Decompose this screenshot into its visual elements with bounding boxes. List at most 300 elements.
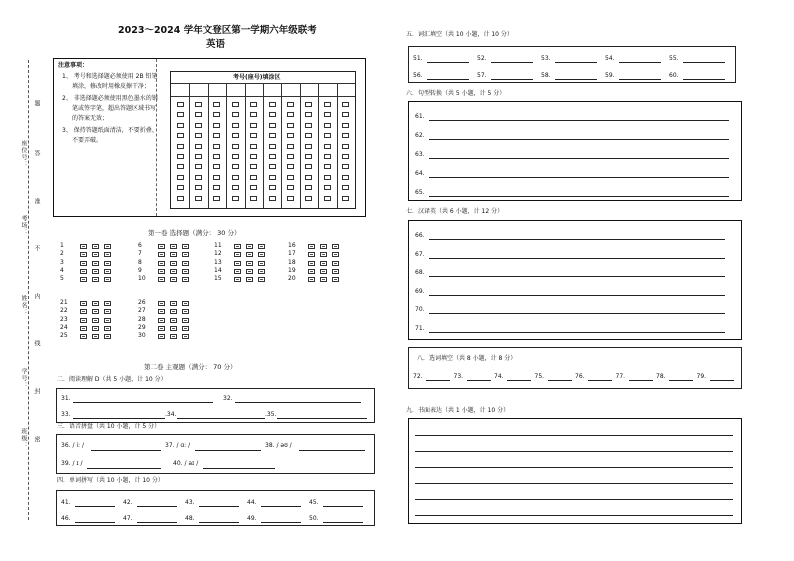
mcq-bubble[interactable] xyxy=(92,252,99,257)
mcq-options[interactable] xyxy=(80,332,116,339)
mcq-bubble[interactable] xyxy=(158,252,165,257)
id-bubble[interactable] xyxy=(250,144,257,149)
answer-line-32[interactable] xyxy=(235,402,361,403)
q-number: 64. xyxy=(415,170,425,177)
id-bubble[interactable] xyxy=(305,175,312,180)
answer-line[interactable] xyxy=(429,313,725,314)
mcq-bubble[interactable] xyxy=(92,277,99,282)
mcq-bubble[interactable] xyxy=(182,326,189,331)
id-bubble[interactable] xyxy=(287,164,294,169)
id-bubble[interactable] xyxy=(305,196,312,201)
mcq-options[interactable] xyxy=(80,242,116,249)
mcq-bubble[interactable] xyxy=(92,326,99,331)
mcq-bubble[interactable] xyxy=(234,252,241,257)
answer-line[interactable] xyxy=(491,79,533,80)
id-bubble[interactable] xyxy=(269,185,276,190)
mcq-bubble[interactable] xyxy=(182,269,189,274)
answer-line-38[interactable] xyxy=(299,450,365,451)
mcq-bubble[interactable] xyxy=(80,244,87,249)
mcq-options[interactable] xyxy=(158,299,194,306)
mcq-options[interactable] xyxy=(308,275,344,282)
mcq-options[interactable] xyxy=(234,259,270,266)
section9-box[interactable] xyxy=(408,418,742,524)
answer-line-31[interactable] xyxy=(73,402,213,403)
id-bubble[interactable] xyxy=(213,112,220,117)
mcq-bubble[interactable] xyxy=(80,261,87,266)
mcq-bubble[interactable] xyxy=(308,252,315,257)
mcq-bubble[interactable] xyxy=(332,269,339,274)
id-bubble[interactable] xyxy=(177,164,184,169)
mcq-options[interactable] xyxy=(80,275,116,282)
mcq-bubble[interactable] xyxy=(332,252,339,257)
mcq-bubble[interactable] xyxy=(258,244,265,249)
q-number: 59. xyxy=(605,72,615,79)
seat-field-label: 座位号： xyxy=(20,140,27,168)
id-bubble[interactable] xyxy=(250,112,257,117)
mcq-bubble[interactable] xyxy=(158,244,165,249)
id-bubble[interactable] xyxy=(287,123,294,128)
mcq-bubble[interactable] xyxy=(182,334,189,339)
answer-line[interactable] xyxy=(323,522,363,523)
id-bubble[interactable] xyxy=(177,123,184,128)
mcq-options[interactable] xyxy=(234,267,270,274)
answer-line-33[interactable] xyxy=(73,418,165,419)
mcq-number: 17 xyxy=(288,250,296,258)
mcq-bubble[interactable] xyxy=(182,252,189,257)
id-bubble[interactable] xyxy=(287,112,294,117)
id-bubble[interactable] xyxy=(324,196,331,201)
id-bubble[interactable] xyxy=(177,102,184,107)
id-bubble[interactable] xyxy=(269,133,276,138)
answer-line[interactable] xyxy=(429,239,725,240)
answer-line[interactable] xyxy=(429,158,729,159)
id-bubble[interactable] xyxy=(177,112,184,117)
mcq-bubble[interactable] xyxy=(246,277,253,282)
id-bubble[interactable] xyxy=(250,123,257,128)
answer-line[interactable] xyxy=(555,62,597,63)
mcq-bubble[interactable] xyxy=(104,326,111,331)
answer-line-40[interactable] xyxy=(203,468,275,469)
answer-line[interactable] xyxy=(669,380,693,381)
id-bubble[interactable] xyxy=(287,144,294,149)
id-bubble[interactable] xyxy=(269,102,276,107)
answer-line[interactable] xyxy=(75,506,115,507)
id-bubble[interactable] xyxy=(213,154,220,159)
mcq-options[interactable] xyxy=(80,250,116,257)
id-bubble[interactable] xyxy=(324,154,331,159)
id-bubble[interactable] xyxy=(305,144,312,149)
id-bubble[interactable] xyxy=(232,154,239,159)
mcq-bubble[interactable] xyxy=(80,301,87,306)
mcq-bubble[interactable] xyxy=(158,334,165,339)
id-bubble[interactable] xyxy=(232,144,239,149)
mcq-bubble[interactable] xyxy=(258,269,265,274)
id-area-title: 考号(座号)填涂区 xyxy=(233,74,281,81)
q-phonetic: 38. / əʊ / xyxy=(265,442,292,449)
mcq-bubble[interactable] xyxy=(182,301,189,306)
answer-line[interactable] xyxy=(491,62,533,63)
notice-box xyxy=(53,58,366,217)
mcq-bubble[interactable] xyxy=(320,277,327,282)
answer-line[interactable] xyxy=(429,258,725,259)
answer-line[interactable] xyxy=(199,506,239,507)
id-bubble[interactable] xyxy=(213,185,220,190)
mcq-bubble[interactable] xyxy=(92,309,99,314)
id-bubble[interactable] xyxy=(324,164,331,169)
mcq-bubble[interactable] xyxy=(332,277,339,282)
mcq-bubble[interactable] xyxy=(92,301,99,306)
mcq-bubble[interactable] xyxy=(182,261,189,266)
id-bubble[interactable] xyxy=(342,164,349,169)
mcq-bubble[interactable] xyxy=(258,277,265,282)
mcq-bubble[interactable] xyxy=(158,318,165,323)
answer-line[interactable] xyxy=(429,139,729,140)
id-bubble[interactable] xyxy=(342,154,349,159)
id-bubble[interactable] xyxy=(177,133,184,138)
writing-line[interactable] xyxy=(415,435,733,436)
id-bubble[interactable] xyxy=(269,175,276,180)
mcq-options[interactable] xyxy=(308,259,344,266)
mcq-bubble[interactable] xyxy=(92,261,99,266)
id-bubble[interactable] xyxy=(213,196,220,201)
mcq-bubble[interactable] xyxy=(246,261,253,266)
mcq-options[interactable] xyxy=(308,267,344,274)
id-bubble[interactable] xyxy=(177,196,184,201)
mcq-options[interactable] xyxy=(80,299,116,306)
id-bubble[interactable] xyxy=(250,175,257,180)
mcq-options[interactable] xyxy=(158,332,194,339)
id-bubble[interactable] xyxy=(342,175,349,180)
mcq-bubble[interactable] xyxy=(182,277,189,282)
id-bubble[interactable] xyxy=(195,112,202,117)
mcq-bubble[interactable] xyxy=(170,318,177,323)
section3-title: 三．语音拼盘（共 10 小题，计 5 分） xyxy=(57,423,161,430)
id-bubble[interactable] xyxy=(305,102,312,107)
answer-line[interactable] xyxy=(261,522,301,523)
mcq-bubble[interactable] xyxy=(158,326,165,331)
mcq-bubble[interactable] xyxy=(104,318,111,323)
id-bubble[interactable] xyxy=(213,123,220,128)
id-bubble[interactable] xyxy=(324,185,331,190)
answer-line[interactable] xyxy=(323,506,363,507)
answer-line-34[interactable] xyxy=(177,418,265,419)
id-bubble[interactable] xyxy=(177,154,184,159)
id-bubble[interactable] xyxy=(287,154,294,159)
mcq-bubble[interactable] xyxy=(158,309,165,314)
id-bubble[interactable] xyxy=(269,164,276,169)
answer-line[interactable] xyxy=(588,380,612,381)
id-bubble[interactable] xyxy=(342,185,349,190)
mcq-bubble[interactable] xyxy=(332,244,339,249)
id-bubble[interactable] xyxy=(269,144,276,149)
q-number: 32. xyxy=(223,395,233,402)
id-bubble[interactable] xyxy=(342,123,349,128)
id-grid-col-rule xyxy=(245,83,246,208)
id-bubble[interactable] xyxy=(177,144,184,149)
id-bubble[interactable] xyxy=(305,123,312,128)
mcq-area[interactable] xyxy=(60,243,360,348)
mcq-bubble[interactable] xyxy=(234,261,241,266)
id-bubble[interactable] xyxy=(342,112,349,117)
id-bubble[interactable] xyxy=(195,164,202,169)
id-bubble[interactable] xyxy=(232,123,239,128)
answer-line[interactable] xyxy=(619,62,661,63)
id-bubble[interactable] xyxy=(324,144,331,149)
id-bubble[interactable] xyxy=(342,196,349,201)
id-bubble[interactable] xyxy=(324,123,331,128)
answer-line[interactable] xyxy=(427,79,469,80)
mcq-bubble[interactable] xyxy=(92,318,99,323)
id-bubble[interactable] xyxy=(195,185,202,190)
id-bubble[interactable] xyxy=(269,196,276,201)
id-bubble[interactable] xyxy=(305,154,312,159)
q-phonetic: 36. / i: / xyxy=(61,442,84,449)
mcq-bubble[interactable] xyxy=(320,244,327,249)
mcq-options[interactable] xyxy=(308,250,344,257)
mcq-bubble[interactable] xyxy=(170,244,177,249)
mcq-bubble[interactable] xyxy=(104,277,111,282)
answer-line[interactable] xyxy=(199,522,239,523)
mcq-bubble[interactable] xyxy=(80,334,87,339)
answer-line-37[interactable] xyxy=(195,450,261,451)
mcq-bubble[interactable] xyxy=(308,277,315,282)
id-bubble[interactable] xyxy=(213,164,220,169)
mcq-bubble[interactable] xyxy=(158,269,165,274)
mcq-bubble[interactable] xyxy=(170,309,177,314)
id-bubble[interactable] xyxy=(324,175,331,180)
id-bubble[interactable] xyxy=(195,123,202,128)
answer-line-39[interactable] xyxy=(87,468,161,469)
writing-line[interactable] xyxy=(415,515,733,516)
id-fill-area[interactable] xyxy=(170,71,356,209)
mcq-bubble[interactable] xyxy=(80,269,87,274)
mcq-bubble[interactable] xyxy=(170,261,177,266)
mcq-options[interactable] xyxy=(80,324,116,331)
mcq-bubble[interactable] xyxy=(170,252,177,257)
id-bubble[interactable] xyxy=(213,133,220,138)
mcq-options[interactable] xyxy=(158,307,194,314)
id-bubble[interactable] xyxy=(250,196,257,201)
id-bubble[interactable] xyxy=(324,102,331,107)
id-bubble[interactable] xyxy=(305,164,312,169)
mcq-options[interactable] xyxy=(158,250,194,257)
mcq-options[interactable] xyxy=(234,242,270,249)
mcq-bubble[interactable] xyxy=(104,269,111,274)
answer-line[interactable] xyxy=(429,295,725,296)
mcq-options[interactable] xyxy=(158,259,194,266)
mcq-bubble[interactable] xyxy=(182,318,189,323)
mcq-options[interactable] xyxy=(80,307,116,314)
id-bubble[interactable] xyxy=(195,133,202,138)
mcq-bubble[interactable] xyxy=(182,309,189,314)
section8-title: 八．选词填空（共 8 小题，计 8 分） xyxy=(417,355,517,362)
mcq-bubble[interactable] xyxy=(234,269,241,274)
mcq-bubble[interactable] xyxy=(234,244,241,249)
mcq-bubble[interactable] xyxy=(158,277,165,282)
answer-line[interactable] xyxy=(261,506,301,507)
mcq-options[interactable] xyxy=(158,316,194,323)
answer-line[interactable] xyxy=(429,276,725,277)
q-number: 54. xyxy=(605,55,615,62)
answer-line[interactable] xyxy=(683,62,725,63)
id-bubble[interactable] xyxy=(250,102,257,107)
writing-line[interactable] xyxy=(415,483,733,484)
mcq-bubble[interactable] xyxy=(80,252,87,257)
id-bubble[interactable] xyxy=(342,133,349,138)
q-number: 75. xyxy=(534,373,545,380)
mcq-bubble[interactable] xyxy=(182,244,189,249)
id-bubble[interactable] xyxy=(250,185,257,190)
id-bubble[interactable] xyxy=(250,164,257,169)
mcq-options[interactable] xyxy=(158,275,194,282)
mcq-bubble[interactable] xyxy=(80,326,87,331)
answer-line[interactable] xyxy=(619,79,661,80)
mcq-bubble[interactable] xyxy=(320,269,327,274)
section2-title: 二．阅读理解 D（共 5 小题，计 10 分） xyxy=(57,376,167,383)
mcq-bubble[interactable] xyxy=(246,269,253,274)
answer-line[interactable] xyxy=(710,380,734,381)
mcq-bubble[interactable] xyxy=(170,326,177,331)
mcq-options[interactable] xyxy=(234,250,270,257)
q-number: 67. xyxy=(415,250,425,258)
writing-line[interactable] xyxy=(415,451,733,452)
id-bubble[interactable] xyxy=(195,196,202,201)
answer-line[interactable] xyxy=(548,380,572,381)
id-bubble[interactable] xyxy=(195,175,202,180)
mcq-bubble[interactable] xyxy=(332,261,339,266)
mcq-bubble[interactable] xyxy=(158,261,165,266)
mcq-bubble[interactable] xyxy=(104,244,111,249)
mcq-options[interactable] xyxy=(80,267,116,274)
answer-line[interactable] xyxy=(467,380,491,381)
section6-box xyxy=(408,101,742,201)
mcq-options[interactable] xyxy=(158,242,194,249)
mcq-bubble[interactable] xyxy=(104,301,111,306)
answer-line[interactable] xyxy=(429,196,729,197)
mcq-bubble[interactable] xyxy=(80,318,87,323)
id-bubble[interactable] xyxy=(342,144,349,149)
mcq-options[interactable] xyxy=(158,267,194,274)
id-bubble[interactable] xyxy=(195,144,202,149)
mcq-bubble[interactable] xyxy=(158,301,165,306)
mcq-bubble[interactable] xyxy=(80,277,87,282)
id-bubble[interactable] xyxy=(232,175,239,180)
id-bubble[interactable] xyxy=(232,164,239,169)
id-bubble[interactable] xyxy=(269,123,276,128)
id-bubble[interactable] xyxy=(232,102,239,107)
mcq-number: 16 xyxy=(288,242,296,249)
answer-line-35[interactable] xyxy=(277,418,367,419)
q-number: 77. xyxy=(615,373,626,380)
mcq-options[interactable] xyxy=(308,242,344,249)
id-bubble[interactable] xyxy=(287,175,294,180)
q-number: 79. xyxy=(696,373,707,380)
id-bubble[interactable] xyxy=(250,154,257,159)
mcq-bubble[interactable] xyxy=(308,269,315,274)
mcq-bubble[interactable] xyxy=(320,261,327,266)
answer-line[interactable] xyxy=(429,120,729,121)
mcq-bubble[interactable] xyxy=(104,252,111,257)
answer-line[interactable] xyxy=(429,332,725,333)
id-bubble[interactable] xyxy=(195,154,202,159)
mcq-bubble[interactable] xyxy=(170,334,177,339)
id-bubble[interactable] xyxy=(287,196,294,201)
mcq-bubble[interactable] xyxy=(92,334,99,339)
id-bubble[interactable] xyxy=(177,185,184,190)
answer-line[interactable] xyxy=(137,506,177,507)
id-bubble[interactable] xyxy=(232,185,239,190)
id-bubble[interactable] xyxy=(232,196,239,201)
id-bubble[interactable] xyxy=(287,102,294,107)
answer-line[interactable] xyxy=(75,522,115,523)
id-bubble[interactable] xyxy=(250,133,257,138)
id-grid-col-rule xyxy=(318,83,319,208)
mcq-bubble[interactable] xyxy=(104,309,111,314)
answer-line-36[interactable] xyxy=(91,450,161,451)
id-bubble[interactable] xyxy=(324,112,331,117)
answer-line[interactable] xyxy=(137,522,177,523)
mcq-bubble[interactable] xyxy=(170,301,177,306)
answer-line[interactable] xyxy=(507,380,531,381)
id-bubble-grid[interactable] xyxy=(171,83,355,208)
answer-line[interactable] xyxy=(683,79,725,80)
mcq-bubble[interactable] xyxy=(308,261,315,266)
id-bubble[interactable] xyxy=(232,133,239,138)
answer-line[interactable] xyxy=(427,62,469,63)
mcq-bubble[interactable] xyxy=(92,269,99,274)
mcq-bubble[interactable] xyxy=(170,269,177,274)
id-bubble[interactable] xyxy=(287,133,294,138)
mcq-bubble[interactable] xyxy=(234,277,241,282)
writing-line[interactable] xyxy=(415,499,733,500)
answer-line[interactable] xyxy=(429,177,729,178)
id-bubble[interactable] xyxy=(213,175,220,180)
mcq-bubble[interactable] xyxy=(246,252,253,257)
mcq-options[interactable] xyxy=(158,324,194,331)
answer-line[interactable] xyxy=(426,380,450,381)
answer-line[interactable] xyxy=(555,79,597,80)
id-bubble[interactable] xyxy=(269,154,276,159)
mcq-bubble[interactable] xyxy=(170,277,177,282)
mcq-options[interactable] xyxy=(80,259,116,266)
id-bubble[interactable] xyxy=(213,144,220,149)
id-bubble[interactable] xyxy=(287,185,294,190)
mcq-bubble[interactable] xyxy=(92,244,99,249)
mcq-bubble[interactable] xyxy=(246,244,253,249)
mcq-bubble[interactable] xyxy=(104,334,111,339)
mcq-bubble[interactable] xyxy=(80,309,87,314)
mcq-bubble[interactable] xyxy=(320,252,327,257)
writing-line[interactable] xyxy=(415,467,733,468)
id-bubble[interactable] xyxy=(177,175,184,180)
mcq-bubble[interactable] xyxy=(104,261,111,266)
id-bubble[interactable] xyxy=(342,102,349,107)
id-bubble[interactable] xyxy=(305,112,312,117)
id-bubble[interactable] xyxy=(305,133,312,138)
mcq-options[interactable] xyxy=(234,275,270,282)
answer-line[interactable] xyxy=(629,380,653,381)
id-bubble[interactable] xyxy=(232,112,239,117)
mcq-bubble[interactable] xyxy=(258,252,265,257)
mcq-bubble[interactable] xyxy=(308,244,315,249)
id-bubble[interactable] xyxy=(213,102,220,107)
id-bubble[interactable] xyxy=(269,112,276,117)
id-bubble[interactable] xyxy=(305,185,312,190)
id-bubble[interactable] xyxy=(324,133,331,138)
mcq-bubble[interactable] xyxy=(258,261,265,266)
mcq-options[interactable] xyxy=(80,316,116,323)
id-bubble[interactable] xyxy=(195,102,202,107)
